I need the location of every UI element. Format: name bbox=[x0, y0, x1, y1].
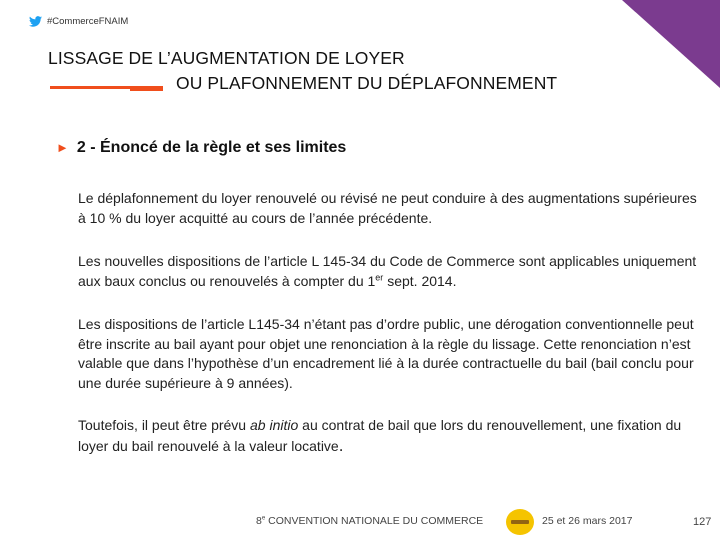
paragraph-2-text: Les nouvelles dispositions de l’article L 145-34 du Code de Commerce sont applicables uniquement aux baux conclus ou renouvelés à compter du 1 bbox=[78, 253, 697, 289]
footer-event-label bbox=[256, 515, 483, 527]
paragraph-2-superscript: er bbox=[375, 271, 384, 282]
section-heading-text: 2 - Énoncé de la règle et ses limites bbox=[76, 139, 347, 156]
bullet-arrow-icon: ► bbox=[56, 140, 69, 155]
footer-event-number: 8 bbox=[256, 515, 262, 527]
footer-date: 25 et 26 mars 2017 bbox=[542, 515, 633, 527]
title-underline bbox=[50, 86, 130, 89]
paragraph-4-period: . bbox=[338, 435, 344, 455]
event-logo-icon bbox=[505, 508, 535, 536]
hashtag-label: #CommerceFNAIM bbox=[47, 16, 129, 27]
paragraph-2-end: sept. 2014. bbox=[383, 272, 457, 289]
paragraph-4-rest: au contrat de bail que lors du renouvellement, une fixation du loyer du bail renouvelé à la valeur locative bbox=[78, 417, 682, 454]
corner-decoration bbox=[622, 0, 720, 88]
paragraph-2 bbox=[78, 252, 698, 291]
page-number: 127 bbox=[693, 516, 712, 528]
page-title-line-2: OU PLAFONNEMENT DU DÉPLAFONNEMENT bbox=[176, 73, 558, 93]
page-title-line-1: LISSAGE DE L’AUGMENTATION DE LOYER bbox=[48, 48, 405, 68]
footer-event-text: CONVENTION NATIONALE DU COMMERCE bbox=[265, 515, 484, 527]
twitter-bird-icon bbox=[29, 16, 42, 27]
paragraph-4-text: Toutefois, il peut être prévu bbox=[78, 417, 250, 433]
paragraph-3: Les dispositions de l’article L145-34 n’étant pas d’ordre public, une dérogation conventionnelle peut être inscrite au bail ayant pour objet une renonciation à la règle du lissage. Cette renonciation n’est valable que dans l’hypothèse d’un encadrement lié à la durée contractuelle du bail (bail conclu pour une durée supérieure à 9 années). bbox=[78, 316, 694, 391]
paragraph-4-italic: ab initio bbox=[250, 417, 299, 433]
footer-event-superscript: e bbox=[261, 515, 266, 522]
title-underline-thick bbox=[130, 86, 163, 91]
paragraph-4 bbox=[78, 416, 698, 456]
section-heading bbox=[56, 139, 346, 157]
paragraph-1: Le déplafonnement du loyer renouvelé ou révisé ne peut conduire à des augmentations supérieures à 10 % du loyer acquitté au cours de l’année précédente. bbox=[78, 190, 697, 226]
